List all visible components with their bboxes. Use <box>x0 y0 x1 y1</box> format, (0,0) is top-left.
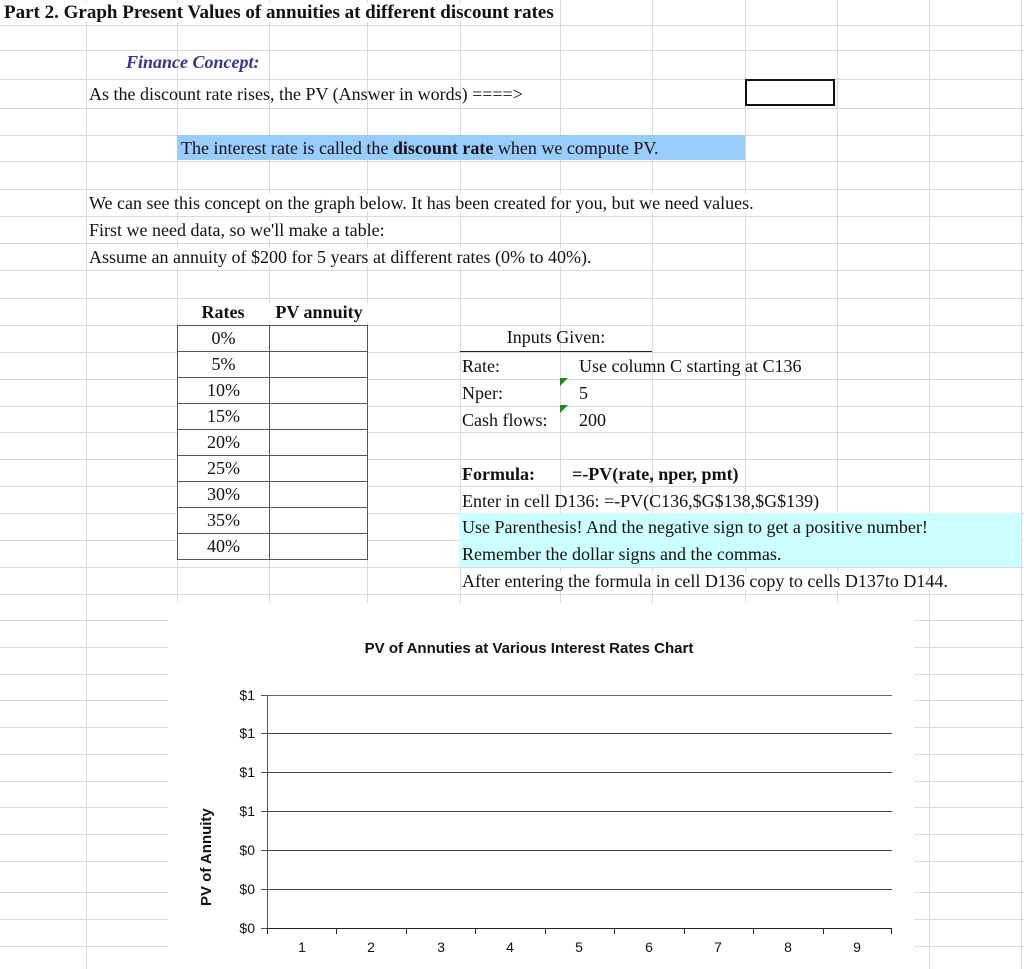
table-row <box>178 352 368 378</box>
x-tick-label: 2 <box>367 939 375 955</box>
plot-area[interactable] <box>239 687 892 955</box>
cashflows-value[interactable]: 200 <box>579 410 606 430</box>
gridline <box>267 733 892 734</box>
question-text: As the discount rate rises, the PV (Answer in words) ====> <box>89 84 523 104</box>
pv-cell[interactable] <box>270 404 368 430</box>
x-tick-label: 5 <box>575 939 583 955</box>
table-row <box>178 456 368 482</box>
pv-cell[interactable] <box>270 378 368 404</box>
rates-table <box>177 325 368 560</box>
table-row <box>178 326 368 352</box>
y-tick-label: $1 <box>239 687 255 703</box>
rate-cell[interactable]: 15% <box>178 404 270 430</box>
intro-line-1: We can see this concept on the graph below. It has been created for you, but we need values. <box>89 194 758 212</box>
gridline <box>267 889 892 890</box>
x-tick-label: 4 <box>506 939 514 955</box>
finance-concept-label: Finance Concept: <box>126 52 260 72</box>
y-tick-label: $1 <box>239 725 255 741</box>
x-axis <box>267 928 892 929</box>
x-tick-label: 1 <box>298 939 306 955</box>
gridline <box>267 695 892 696</box>
pv-cell[interactable] <box>270 352 368 378</box>
formula-tip-2: Remember the dollar signs and the commas. <box>462 544 782 564</box>
rate-label: Rate: <box>462 356 500 376</box>
rate-cell[interactable]: 10% <box>178 378 270 404</box>
x-tick-label: 3 <box>437 939 445 955</box>
x-tick-label: 9 <box>853 939 861 955</box>
page-title: Part 2. Graph Present Values of annuities at different discount rates <box>4 3 560 22</box>
discount-rate-note: The interest rate is called the discount rate when we compute PV. <box>181 138 659 158</box>
pv-cell[interactable] <box>270 534 368 560</box>
chart-title: PV of Annuties at Various Interest Rates Chart <box>364 640 694 657</box>
x-tick-label: 6 <box>645 939 653 955</box>
rate-cell[interactable]: 25% <box>178 456 270 482</box>
pv-cell[interactable] <box>270 430 368 456</box>
intro-line-2: First we need data, so we'll make a table: <box>89 221 389 239</box>
rate-cell[interactable]: 35% <box>178 508 270 534</box>
pv-cell[interactable] <box>270 326 368 352</box>
y-tick-label: $0 <box>239 920 255 936</box>
rate-cell[interactable]: 40% <box>178 534 270 560</box>
inputs-given-heading: Inputs Given: <box>460 327 652 352</box>
formula-tip-1: Use Parenthesis! And the negative sign to get a positive number! <box>462 517 928 537</box>
x-tick-label: 7 <box>714 939 722 955</box>
table-row <box>178 508 368 534</box>
table-row <box>178 482 368 508</box>
rate-cell[interactable]: 5% <box>178 352 270 378</box>
error-indicator-icon[interactable] <box>560 405 568 413</box>
error-indicator-icon[interactable] <box>560 378 568 386</box>
rates-header: Rates <box>201 302 245 322</box>
y-tick-label: $1 <box>239 764 255 780</box>
nper-label: Nper: <box>462 383 503 403</box>
pv-cell[interactable] <box>270 456 368 482</box>
y-axis <box>267 695 268 928</box>
y-tick-label: $0 <box>239 842 255 858</box>
rate-cell[interactable]: 0% <box>178 326 270 352</box>
answer-input-cell[interactable] <box>745 79 835 106</box>
gridline <box>267 850 892 851</box>
discount-rate-term: discount rate <box>392 138 494 158</box>
pv-annuity-header: PV annuity <box>269 303 369 321</box>
y-tick-label: $1 <box>239 803 255 819</box>
rate-cell[interactable]: 30% <box>178 482 270 508</box>
table-row <box>178 378 368 404</box>
gridline <box>267 811 892 812</box>
formula-enter-line: Enter in cell D136: =-PV(C136,$G$138,$G$139) <box>462 491 820 511</box>
rate-value: Use column C starting at C136 <box>579 356 802 376</box>
cashflows-label: Cash flows: <box>462 410 548 430</box>
pv-cell[interactable] <box>270 482 368 508</box>
formula-expression: =-PV(rate, nper, pmt) <box>572 464 739 484</box>
pv-annuities-chart[interactable]: PV of Annuties at Various Interest Rates Chart PV of Annuity $1 $1 $1 $1 $0 $0 $0 1 2 3 4 5 6 7 8 9 <box>168 603 914 969</box>
intro-line-3: Assume an annuity of $200 for 5 years at different rates (0% to 40%). <box>89 248 596 266</box>
rate-cell[interactable]: 20% <box>178 430 270 456</box>
y-tick-label: $0 <box>239 881 255 897</box>
x-tick-label: 8 <box>784 939 792 955</box>
pv-cell[interactable] <box>270 508 368 534</box>
formula-label: Formula: <box>462 464 535 484</box>
table-row <box>178 534 368 560</box>
table-row <box>178 404 368 430</box>
nper-value[interactable]: 5 <box>579 383 588 403</box>
gridline <box>267 772 892 773</box>
table-row <box>178 430 368 456</box>
formula-copy-line: After entering the formula in cell D136 copy to cells D137to D144. <box>462 571 948 591</box>
